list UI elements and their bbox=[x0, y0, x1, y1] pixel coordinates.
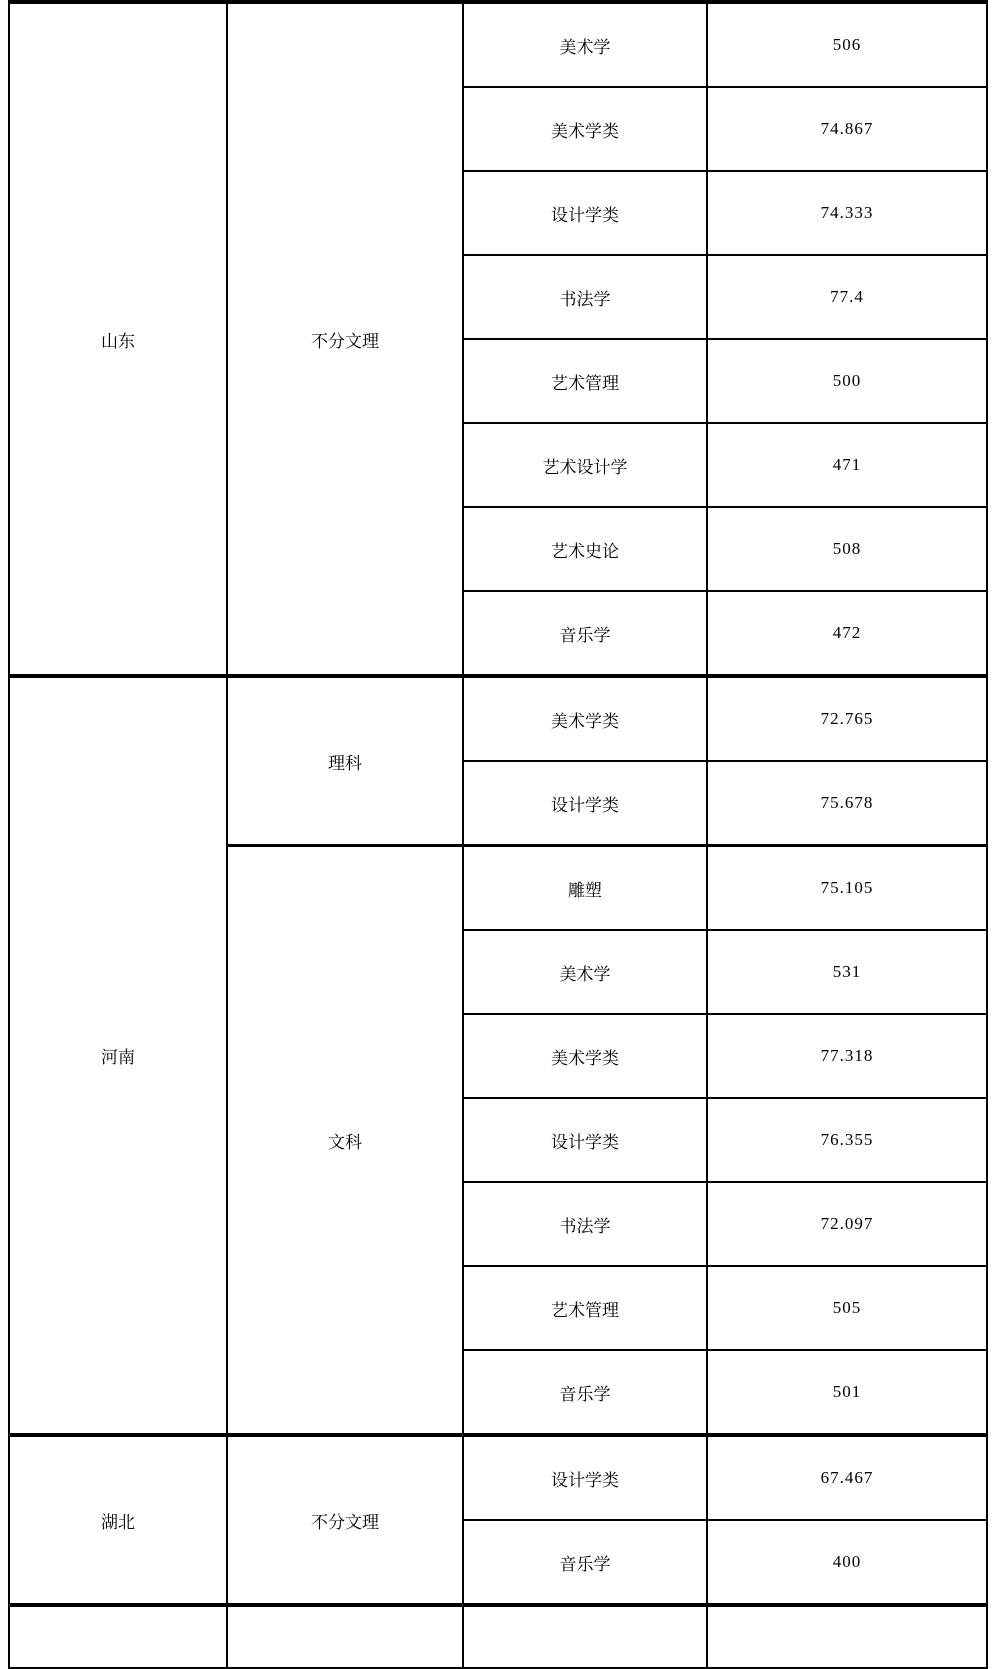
major-cell: 音乐学 bbox=[463, 1350, 707, 1435]
major-cell: 设计学类 bbox=[463, 1098, 707, 1182]
score-cell: 505 bbox=[707, 1266, 987, 1350]
score-cell: 75.105 bbox=[707, 846, 987, 931]
score-cell: 72.097 bbox=[707, 1182, 987, 1266]
table-body bbox=[9, 2, 987, 1668]
major-cell: 美术学类 bbox=[463, 87, 707, 171]
category-cell: 理科 bbox=[227, 676, 463, 846]
major-cell: 书法学 bbox=[463, 255, 707, 339]
major-cell: 美术学类 bbox=[463, 1014, 707, 1098]
table-row bbox=[9, 676, 987, 761]
partial-table-row bbox=[9, 1605, 987, 1668]
major-cell: 艺术管理 bbox=[463, 339, 707, 423]
score-cell: 72.765 bbox=[707, 676, 987, 761]
major-cell: 设计学类 bbox=[463, 761, 707, 846]
major-cell: 艺术设计学 bbox=[463, 423, 707, 507]
score-cell: 74.333 bbox=[707, 171, 987, 255]
major-cell: 艺术史论 bbox=[463, 507, 707, 591]
major-cell: 美术学 bbox=[463, 930, 707, 1014]
score-cell: 400 bbox=[707, 1520, 987, 1605]
major-cell: 美术学 bbox=[463, 2, 707, 87]
major-cell: 设计学类 bbox=[463, 1435, 707, 1520]
category-cell: 文科 bbox=[227, 846, 463, 1436]
category-cell: 不分文理 bbox=[227, 1435, 463, 1605]
table-row bbox=[9, 1435, 987, 1520]
score-cell: 77.4 bbox=[707, 255, 987, 339]
table-row bbox=[9, 2, 987, 87]
score-cell: 75.678 bbox=[707, 761, 987, 846]
category-cell bbox=[227, 1605, 463, 1668]
major-cell: 艺术管理 bbox=[463, 1266, 707, 1350]
score-cell: 471 bbox=[707, 423, 987, 507]
province-cell bbox=[9, 1605, 227, 1668]
score-cell: 77.318 bbox=[707, 1014, 987, 1098]
score-cell: 74.867 bbox=[707, 87, 987, 171]
score-cell: 76.355 bbox=[707, 1098, 987, 1182]
score-cell bbox=[707, 1605, 987, 1668]
province-cell: 河南 bbox=[9, 676, 227, 1435]
score-cell: 508 bbox=[707, 507, 987, 591]
province-cell: 山东 bbox=[9, 2, 227, 676]
major-cell: 书法学 bbox=[463, 1182, 707, 1266]
score-cell: 500 bbox=[707, 339, 987, 423]
major-cell: 雕塑 bbox=[463, 846, 707, 931]
category-cell: 不分文理 bbox=[227, 2, 463, 676]
score-cell: 501 bbox=[707, 1350, 987, 1435]
major-cell: 美术学类 bbox=[463, 676, 707, 761]
score-cell: 67.467 bbox=[707, 1435, 987, 1520]
major-cell bbox=[463, 1605, 707, 1668]
admission-scores-table bbox=[8, 0, 988, 1669]
score-cell: 506 bbox=[707, 2, 987, 87]
major-cell: 音乐学 bbox=[463, 591, 707, 676]
score-cell: 472 bbox=[707, 591, 987, 676]
major-cell: 设计学类 bbox=[463, 171, 707, 255]
admission-scores-table-wrap bbox=[8, 0, 988, 1669]
major-cell: 音乐学 bbox=[463, 1520, 707, 1605]
score-cell: 531 bbox=[707, 930, 987, 1014]
province-cell: 湖北 bbox=[9, 1435, 227, 1605]
